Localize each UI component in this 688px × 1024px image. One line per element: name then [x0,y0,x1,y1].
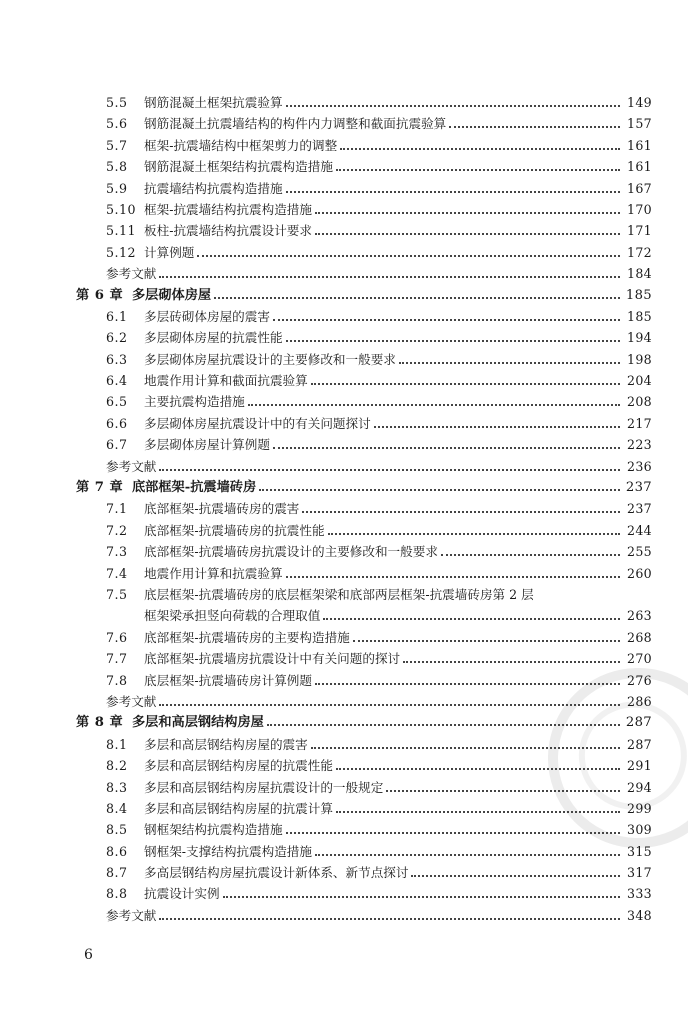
toc-entry-number: 6.4 [106,373,128,389]
dot-leader [340,148,620,150]
toc-entry-title: 多层砌体房屋计算例题 [144,437,270,453]
toc-entry-title: 钢框架-支撑结构抗震构造措施 [144,843,312,859]
toc-entry-page: 263 [627,608,652,624]
dot-leader [223,896,620,898]
toc-entry-page: 208 [627,394,652,410]
dot-leader [353,640,620,642]
dot-leader [403,661,620,663]
dot-leader [399,362,620,364]
toc-entry-number: 5.5 [106,95,128,110]
toc-entry-page: 317 [627,865,652,881]
toc-entry-number: 6.6 [106,415,128,431]
toc-entry-page: 171 [627,223,652,239]
toc-entry-title: 多层砌体房屋抗震设计中的有关问题探讨 [144,415,371,431]
dot-leader [336,811,620,813]
toc-entry-title: 框架梁承担竖向荷载的合理取值 [144,608,321,624]
toc-section-entry [76,370,652,391]
toc-entry-number: 第 6 章 [76,287,124,303]
dot-leader [286,105,620,107]
toc-entry-title: 钢筋混凝土框架抗震验算 [144,95,283,110]
toc-section-entry [76,92,652,113]
toc-entry-title: 底部框架-抗震墙砖房的主要构造措施 [144,629,350,645]
toc-entry-number: 6.2 [106,330,128,346]
toc-references-entry [76,691,652,712]
toc-entry-title: 多层和高层钢结构房屋的抗震性能 [144,758,333,774]
dot-leader [386,790,620,792]
dot-leader [323,618,620,620]
dot-leader [411,875,620,877]
toc-entry-page: 309 [627,822,652,838]
toc-entry-number: 5.10 [106,201,137,217]
dot-leader [159,469,620,471]
toc-entry-number: 8.4 [106,800,128,816]
toc-entry-page: 286 [627,693,652,709]
toc-entry-title: 多高层钢结构房屋抗震设计新体系、新节点探讨 [144,865,409,881]
dot-leader [286,832,620,834]
toc-section-entry [76,113,652,134]
toc-entry-page: 315 [627,843,652,859]
dot-leader [159,704,620,706]
toc-entry-page: 194 [627,330,652,346]
toc-entry-title: 地震作用计算和截面抗震验算 [144,373,308,389]
toc-entry-title: 计算例题 [144,244,195,260]
toc-entry-page: 287 [625,715,652,731]
toc-entry-page: 204 [627,373,652,389]
toc-entry-page: 291 [627,758,652,774]
toc-section-entry [76,777,652,798]
dot-leader [441,554,620,556]
toc-section-entry [76,734,652,755]
toc-entry-title: 底层框架-抗震墙砖房的底层框架梁和底部两层框架-抗震墙砖房第 2 层 [144,586,534,602]
toc-entry-page: 149 [627,95,652,110]
toc-entry-title: 底部框架-抗震墙房抗震设计中有关问题的探讨 [144,651,401,667]
toc-entry-page: 167 [627,180,652,196]
toc-entry-number: 8.2 [106,758,128,774]
toc-entry-number: 8.7 [106,865,128,881]
toc-section-entry [76,199,652,220]
toc-entry-title: 底部框架-抗震墙砖房抗震设计的主要修改和一般要求 [144,544,438,560]
toc-section-entry [76,349,652,370]
toc-entry-number: 7.1 [106,501,128,517]
dot-leader [374,426,620,428]
dot-leader [259,489,620,491]
dot-leader [273,319,620,321]
dot-leader [328,533,620,535]
toc-entry-title: 多层和高层钢结构房屋的抗震计算 [144,800,333,816]
toc-entry-title: 参考文献 [106,907,157,923]
toc-section-entry [76,563,652,584]
toc-section-entry [76,220,652,241]
toc-section-entry [76,242,652,263]
toc-entry-title: 钢筋混凝土抗震墙结构的构件内力调整和截面抗震验算 [144,116,447,132]
toc-entry-title: 多层和高层钢结构房屋 [132,715,264,731]
toc-entry-page: 236 [627,458,652,474]
toc-entry-title: 参考文献 [106,266,157,282]
toc-section-entry [76,327,652,348]
toc-entry-number: 6.1 [106,308,128,324]
dot-leader [315,854,620,856]
toc-entry-title: 底部框架-抗震墙砖房的抗震性能 [144,522,325,538]
toc-entry-title: 多层砌体房屋抗震设计的主要修改和一般要求 [144,351,396,367]
toc-entry-page: 333 [627,886,652,902]
toc-section-entry [76,391,652,412]
toc-entry-page: 276 [627,672,652,688]
dot-leader [159,276,620,278]
toc-entry-page: 299 [627,800,652,816]
toc-entry-number: 7.7 [106,651,128,667]
toc-entry-page: 185 [625,287,652,303]
toc-chapter-entry [76,477,652,498]
dot-leader [214,297,620,299]
toc-entry-title: 抗震墙结构抗震构造措施 [144,180,283,196]
dot-leader [286,576,620,578]
toc-entry-page: 172 [627,244,652,260]
toc-entry-title: 钢框架结构抗震构造措施 [144,822,283,838]
toc-entry-page: 287 [627,736,652,752]
toc-section-entry [76,798,652,819]
toc-section-entry [76,541,652,562]
toc-section-entry [76,135,652,156]
toc-references-entry [76,905,652,926]
toc-entry-page: 184 [627,266,652,282]
toc-entry-number: 7.4 [106,565,128,581]
toc-entry-page: 255 [627,544,652,560]
toc-entry-number: 5.6 [106,116,128,132]
toc-entry-page: 157 [627,116,652,132]
toc-section-entry [76,841,652,862]
toc-entry-number: 6.3 [106,351,128,367]
toc-entry-number: 7.6 [106,629,128,645]
dot-leader [311,747,620,749]
toc-entry-number: 第 8 章 [76,715,124,731]
toc-entry-number: 6.5 [106,394,128,410]
toc-entry-page: 185 [627,308,652,324]
toc-entry-title: 多层和高层钢结构房屋抗震设计的一般规定 [144,779,384,795]
toc-entry-title: 多层和高层钢结构房屋的震害 [144,736,308,752]
toc-section-entry [76,434,652,455]
toc-entry-title: 框架-抗震墙结构抗震构造措施 [144,201,312,217]
dot-leader [248,404,620,406]
toc-section-entry [76,498,652,519]
toc-entry-title: 抗震设计实例 [144,886,220,902]
toc-entry-title: 参考文献 [106,458,157,474]
toc-entry-number: 5.8 [106,159,128,175]
page-number: 6 [84,947,93,963]
toc-references-entry [76,263,652,284]
toc-section-entry [76,648,652,669]
toc-entry-page: 170 [627,201,652,217]
dot-leader [315,212,620,214]
toc-section-entry [76,413,652,434]
toc-section-entry [76,819,652,840]
dot-leader [311,383,620,385]
toc-entry-number: 5.12 [106,244,137,260]
toc-entry-number: 8.1 [106,736,128,752]
toc-entry-title: 多层砖砌体房屋的震害 [144,308,270,324]
table-of-contents [76,92,652,926]
toc-entry-title: 主要抗震构造措施 [144,394,245,410]
toc-entry-number: 5.7 [106,137,128,153]
toc-entry-page: 223 [627,437,652,453]
dot-leader [302,511,620,513]
toc-entry-number: 8.5 [106,822,128,838]
toc-section-entry [76,178,652,199]
toc-entry-title: 多层砌体房屋 [132,287,212,303]
dot-leader [336,768,620,770]
dot-leader [159,918,620,920]
toc-entry-page: 270 [627,651,652,667]
toc-entry-page: 294 [627,779,652,795]
toc-entry-page: 217 [627,415,652,431]
dot-leader [273,447,620,449]
toc-entry-number: 5.11 [106,223,137,239]
toc-entry-title: 底部框架-抗震墙砖房 [132,480,257,496]
dot-leader [197,255,620,257]
toc-entry-page: 237 [627,501,652,517]
dot-leader [286,340,620,342]
toc-section-entry [76,584,652,605]
toc-entry-title: 板柱-抗震墙结构抗震设计要求 [144,223,312,239]
toc-entry-title: 底部框架-抗震墙砖房的震害 [144,501,300,517]
toc-section-entry [76,627,652,648]
toc-entry-title: 框架-抗震墙结构中框架剪力的调整 [144,137,338,153]
toc-section-entry [76,670,652,691]
toc-entry-number: 7.3 [106,544,128,560]
toc-entry-page: 237 [625,480,652,496]
toc-entry-title: 多层砌体房屋的抗震性能 [144,330,283,346]
toc-section-entry [76,862,652,883]
toc-entry-title: 参考文献 [106,693,157,709]
toc-entry-number: 7.5 [106,586,128,602]
toc-entry-number: 8.3 [106,779,128,795]
toc-section-entry [76,520,652,541]
toc-entry-page: 268 [627,629,652,645]
toc-entry-page: 260 [627,565,652,581]
dot-leader [267,724,620,726]
toc-entry-page: 348 [627,907,652,923]
toc-entry-number: 6.7 [106,437,128,453]
toc-entry-page: 161 [627,159,652,175]
toc-section-entry [76,605,652,626]
toc-entry-number: 7.8 [106,672,128,688]
dot-leader [336,169,620,171]
toc-entry-number: 第 7 章 [76,480,124,496]
dot-leader [315,233,620,235]
toc-section-entry [76,755,652,776]
toc-entry-title: 底层框架-抗震墙砖房计算例题 [144,672,312,688]
toc-entry-number: 8.8 [106,886,128,902]
toc-references-entry [76,456,652,477]
toc-chapter-entry [76,285,652,306]
toc-section-entry [76,306,652,327]
toc-section-entry [76,156,652,177]
toc-chapter-entry [76,712,652,733]
toc-entry-page: 198 [627,351,652,367]
toc-entry-page: 244 [627,522,652,538]
dot-leader [286,191,620,193]
toc-section-entry [76,883,652,904]
dot-leader [315,683,620,685]
toc-entry-number: 7.2 [106,522,128,538]
toc-entry-number: 8.6 [106,843,128,859]
toc-entry-number: 5.9 [106,180,128,196]
toc-entry-title: 地震作用计算和抗震验算 [144,565,283,581]
toc-entry-title: 钢筋混凝土框架结构抗震构造措施 [144,159,333,175]
dot-leader [449,126,620,128]
toc-entry-page: 161 [627,137,652,153]
